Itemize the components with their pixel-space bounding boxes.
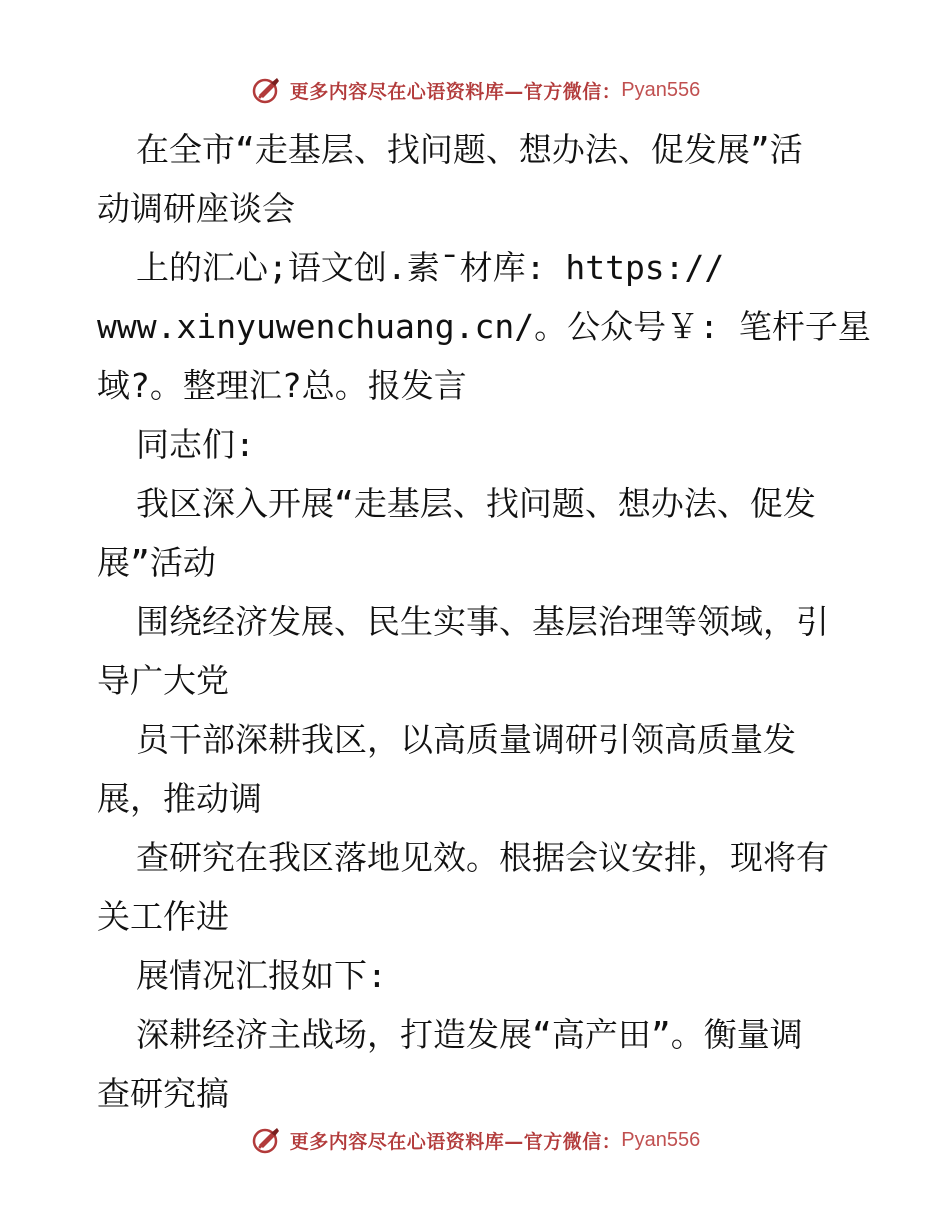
watermark-text: 更多内容尽在心语资料库—官方微信： (289, 1130, 622, 1153)
text-line: 上的汇心;语文创.素¯材库: https:// (136, 248, 725, 287)
text-line: 围绕经济发展、民生实事、基层治理等领域，引 (136, 602, 829, 641)
text-line: 在全市“走基层、找问题、想办法、促发展”活 (136, 130, 803, 169)
text-line: 查研究在我区落地见效。根据会议安排，现将有 (136, 838, 829, 877)
text-line: 导广大党 (97, 661, 229, 700)
text-line: 我区深入开展“走基层、找问题、想办法、促发 (136, 484, 816, 523)
text-line: 员干部深耕我区，以高质量调研引领高质量发 (136, 720, 796, 759)
text-line: 查研究搞 (97, 1074, 229, 1113)
watermark-text: 更多内容尽在心语资料库—官方微信： (289, 80, 622, 103)
text-line: 域?。整理汇?总。报发言 (97, 366, 467, 405)
text-line: 展，推动调 (97, 779, 262, 818)
logo-icon (250, 75, 284, 105)
logo-icon (250, 1125, 284, 1155)
footer-watermark (0, 1120, 950, 1160)
text-line: www.xinyuwenchuang.cn/。公众号￥: 笔杆子星 (97, 307, 871, 346)
watermark-id: Pyan556 (621, 78, 701, 101)
text-line: 关工作进 (97, 897, 229, 936)
text-line: 展”活动 (97, 543, 216, 582)
document-body (97, 120, 871, 1123)
text-line: 同志们: (136, 425, 255, 464)
watermark-id: Pyan556 (621, 1128, 701, 1151)
text-line: 展情况汇报如下: (136, 956, 387, 995)
text-line: 动调研座谈会 (97, 189, 295, 228)
header-watermark (0, 70, 950, 110)
text-line: 深耕经济主战场，打造发展“高产田”。衡量调 (136, 1015, 803, 1054)
